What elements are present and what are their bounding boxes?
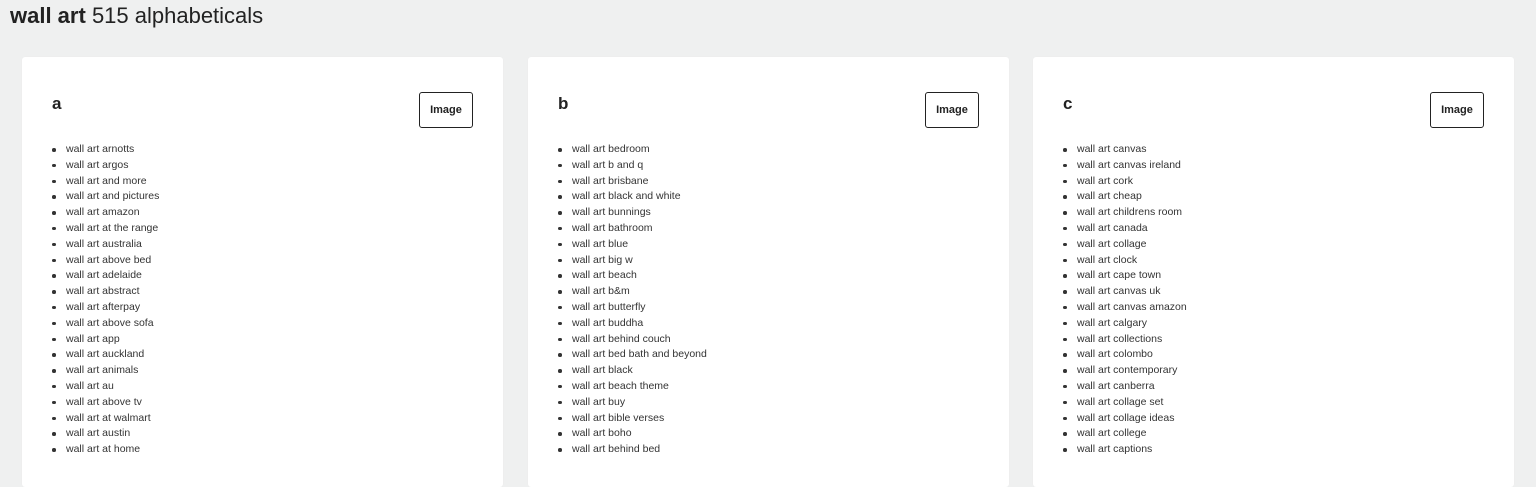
suggestion-link[interactable]: wall art canvas — [1077, 143, 1147, 155]
suggestion-item — [66, 158, 159, 174]
suggestion-item — [572, 426, 707, 442]
suggestion-link[interactable]: wall art above bed — [66, 253, 152, 266]
suggestion-link[interactable]: wall art boho — [572, 427, 632, 440]
suggestion-item — [572, 237, 707, 253]
suggestion-link[interactable]: wall art colombo — [1077, 348, 1153, 361]
suggestion-link[interactable]: wall art beach — [572, 269, 637, 282]
suggestion-item — [1077, 300, 1187, 316]
suggestion-item — [572, 411, 707, 427]
suggestion-link[interactable]: wall art brisbane — [572, 174, 649, 187]
suggestion-link[interactable]: wall art bible verses — [572, 411, 665, 424]
letter-card-b — [528, 57, 1009, 487]
suggestion-link[interactable]: wall art at walmart — [66, 411, 151, 424]
suggestion-link[interactable]: wall art collage ideas — [1077, 411, 1175, 424]
suggestion-link[interactable]: wall art and more — [66, 174, 147, 187]
suggestion-item — [572, 205, 707, 221]
suggestion-link[interactable]: wall art canberra — [1077, 379, 1155, 392]
suggestion-link[interactable]: wall art bunnings — [572, 206, 651, 219]
suggestion-item — [1077, 347, 1187, 363]
suggestion-item — [572, 158, 707, 174]
suggestion-item — [66, 268, 159, 284]
suggestion-item — [66, 205, 159, 221]
suggestion-item — [66, 395, 159, 411]
suggestion-link[interactable]: wall art animals — [66, 364, 139, 377]
suggestion-link[interactable]: wall art above tv — [66, 395, 142, 408]
suggestion-item — [66, 363, 159, 379]
suggestion-link[interactable]: wall art australia — [66, 237, 142, 250]
suggestion-item — [572, 347, 707, 363]
suggestion-list — [52, 142, 159, 458]
suggestion-link[interactable]: wall art argos — [66, 158, 129, 171]
suggestion-link[interactable]: wall art bed bath and beyond — [572, 348, 707, 361]
letter-card-grid — [22, 57, 1518, 487]
suggestion-link[interactable]: wall art calgary — [1077, 316, 1148, 329]
suggestion-item — [572, 174, 707, 190]
suggestion-item — [66, 426, 159, 442]
suggestion-item — [572, 300, 707, 316]
suggestion-link[interactable]: wall art afterpay — [66, 300, 141, 313]
suggestion-item — [1077, 189, 1187, 205]
suggestion-item — [66, 411, 159, 427]
suggestion-item — [66, 221, 159, 237]
suggestion-item — [572, 189, 707, 205]
suggestion-link[interactable]: wall art childrens room — [1077, 206, 1183, 219]
suggestion-item — [1077, 284, 1187, 300]
suggestion-link[interactable]: wall art arnotts — [66, 143, 135, 155]
suggestion-link[interactable]: wall art contemporary — [1077, 364, 1178, 377]
suggestion-link[interactable]: wall art above sofa — [66, 316, 154, 329]
card-letter-heading: a — [52, 94, 62, 113]
page-title — [10, 3, 263, 29]
suggestion-item — [572, 363, 707, 379]
suggestion-item — [1077, 332, 1187, 348]
suggestion-link[interactable]: wall art at home — [66, 443, 141, 456]
suggestion-item — [66, 284, 159, 300]
suggestion-item — [66, 142, 159, 158]
suggestion-item — [1077, 442, 1187, 458]
suggestion-link[interactable]: wall art black and white — [572, 190, 681, 203]
suggestion-link[interactable]: wall art canvas uk — [1077, 285, 1161, 298]
suggestion-list — [558, 142, 707, 458]
suggestion-item — [1077, 411, 1187, 427]
suggestion-item — [1077, 174, 1187, 190]
suggestion-link[interactable]: wall art blue — [572, 237, 629, 250]
image-button[interactable]: Image — [1430, 92, 1484, 128]
suggestion-link[interactable]: wall art college — [1077, 427, 1147, 440]
suggestion-item — [66, 332, 159, 348]
suggestion-item — [66, 174, 159, 190]
suggestion-item — [1077, 158, 1187, 174]
suggestion-link[interactable]: wall art behind couch — [572, 332, 671, 345]
suggestion-link[interactable]: wall art cork — [1077, 174, 1134, 187]
letter-card-a — [22, 57, 503, 487]
suggestion-link[interactable]: wall art big w — [572, 253, 633, 266]
suggestion-item — [572, 253, 707, 269]
suggestion-item — [1077, 395, 1187, 411]
suggestion-link[interactable]: wall art buy — [572, 395, 626, 408]
card-letter-heading: c — [1063, 94, 1073, 113]
suggestion-link[interactable]: wall art cape town — [1077, 269, 1162, 282]
suggestion-link[interactable]: wall art at the range — [66, 221, 159, 234]
suggestion-item — [572, 442, 707, 458]
suggestion-item — [66, 300, 159, 316]
suggestion-item — [572, 284, 707, 300]
suggestion-item — [66, 237, 159, 253]
suggestion-item — [66, 379, 159, 395]
suggestion-item — [66, 347, 159, 363]
suggestion-item — [66, 316, 159, 332]
suggestion-item — [1077, 268, 1187, 284]
suggestion-link[interactable]: wall art b&m — [572, 285, 630, 298]
suggestion-item — [572, 332, 707, 348]
suggestion-link[interactable]: wall art collage — [1077, 237, 1147, 250]
suggestion-link[interactable]: wall art canvas amazon — [1077, 300, 1187, 313]
suggestion-link[interactable]: wall art bedroom — [572, 143, 650, 155]
page-title-subtitle: 515 alphabeticals — [91, 3, 264, 28]
suggestion-link[interactable]: wall art austin — [66, 427, 131, 440]
suggestion-link[interactable]: wall art captions — [1077, 443, 1153, 456]
suggestion-link[interactable]: wall art buddha — [572, 316, 644, 329]
suggestion-link[interactable]: wall art adelaide — [66, 269, 142, 282]
suggestion-link[interactable]: wall art au — [66, 379, 114, 392]
suggestion-link[interactable]: wall art clock — [1077, 253, 1138, 266]
suggestion-item — [1077, 237, 1187, 253]
suggestion-link[interactable]: wall art collage set — [1077, 395, 1164, 408]
letter-card-c — [1033, 57, 1514, 487]
suggestion-link[interactable]: wall art black — [572, 364, 633, 377]
image-button[interactable]: Image — [419, 92, 473, 128]
suggestion-item — [1077, 363, 1187, 379]
suggestion-item — [572, 379, 707, 395]
page-title-keyword: wall art — [10, 3, 86, 28]
suggestion-link[interactable]: wall art cheap — [1077, 190, 1142, 203]
suggestion-item — [572, 221, 707, 237]
suggestion-item — [1077, 221, 1187, 237]
image-button[interactable]: Image — [925, 92, 979, 128]
suggestion-item — [66, 189, 159, 205]
suggestion-item — [572, 268, 707, 284]
suggestion-link[interactable]: wall art app — [66, 332, 120, 345]
suggestion-item — [66, 442, 159, 458]
card-letter-heading: b — [558, 94, 569, 113]
suggestion-link[interactable]: wall art canada — [1077, 221, 1148, 234]
suggestion-item — [66, 253, 159, 269]
suggestion-link[interactable]: wall art abstract — [66, 285, 140, 298]
suggestion-item — [1077, 142, 1187, 158]
suggestion-link[interactable]: wall art and pictures — [66, 190, 160, 203]
suggestion-link[interactable]: wall art canvas ireland — [1077, 158, 1181, 171]
suggestion-link[interactable]: wall art bathroom — [572, 221, 653, 234]
suggestion-item — [1077, 253, 1187, 269]
suggestion-link[interactable]: wall art b and q — [572, 158, 644, 171]
suggestion-item — [572, 142, 707, 158]
suggestion-link[interactable]: wall art amazon — [66, 206, 140, 219]
suggestion-link[interactable]: wall art butterfly — [572, 300, 646, 313]
suggestion-link[interactable]: wall art collections — [1077, 332, 1163, 345]
suggestion-item — [572, 316, 707, 332]
suggestion-link[interactable]: wall art beach theme — [572, 379, 669, 392]
suggestion-item — [1077, 316, 1187, 332]
suggestion-link[interactable]: wall art behind bed — [572, 443, 661, 456]
suggestion-item — [1077, 426, 1187, 442]
suggestion-list — [1063, 142, 1187, 458]
suggestion-item — [1077, 379, 1187, 395]
suggestion-link[interactable]: wall art auckland — [66, 348, 145, 361]
suggestion-item — [1077, 205, 1187, 221]
suggestion-item — [572, 395, 707, 411]
